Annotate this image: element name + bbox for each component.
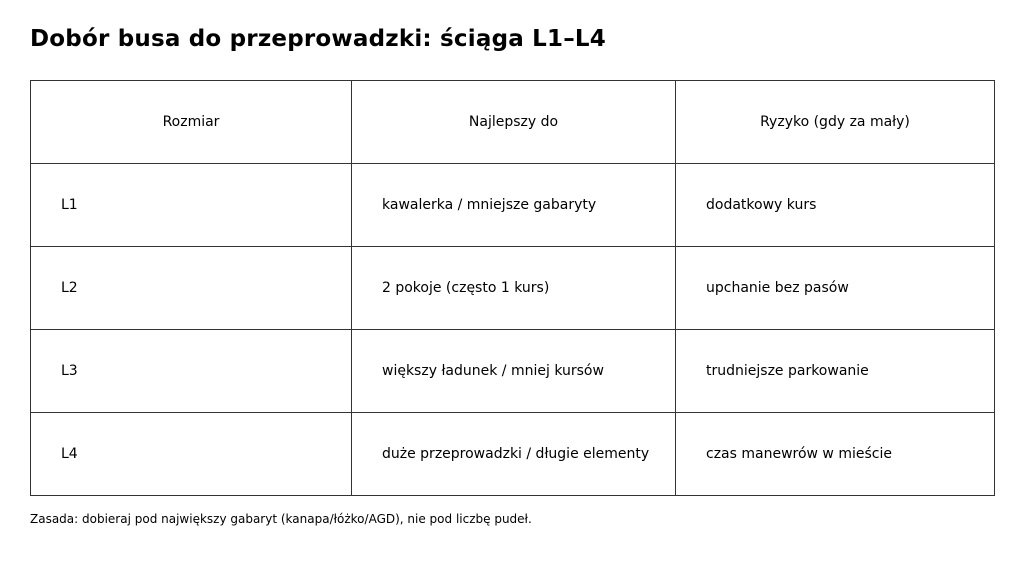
cell-best-for: większy ładunek / mniej kursów: [352, 330, 676, 413]
table-row-l2: [31, 247, 995, 330]
cell-best-for: duże przeprowadzki / długie elementy: [352, 413, 676, 496]
cell-risk: trudniejsze parkowanie: [676, 330, 995, 413]
cell-size: L4: [31, 413, 352, 496]
table-row-l4: [31, 413, 995, 496]
cell-size: L3: [31, 330, 352, 413]
table-row-l3: [31, 330, 995, 413]
column-header-ryzyko: Ryzyko (gdy za mały): [676, 81, 995, 164]
cell-risk: upchanie bez pasów: [676, 247, 995, 330]
cell-risk: czas manewrów w mieście: [676, 413, 995, 496]
table-header-row: [31, 81, 995, 164]
cell-best-for: kawalerka / mniejsze gabaryty: [352, 164, 676, 247]
cell-size: L1: [31, 164, 352, 247]
table-row-l1: [31, 164, 995, 247]
van-size-table: [30, 80, 995, 496]
column-header-najlepszy-do: Najlepszy do: [352, 81, 676, 164]
cell-best-for: 2 pokoje (często 1 kurs): [352, 247, 676, 330]
page-title: Dobór busa do przeprowadzki: ściąga L1–L4: [30, 26, 606, 52]
cell-size: L2: [31, 247, 352, 330]
cell-risk: dodatkowy kurs: [676, 164, 995, 247]
footnote: Zasada: dobieraj pod największy gabaryt (kanapa/łóżko/AGD), nie pod liczbę pudeł.: [30, 512, 532, 526]
column-header-rozmiar: Rozmiar: [31, 81, 352, 164]
